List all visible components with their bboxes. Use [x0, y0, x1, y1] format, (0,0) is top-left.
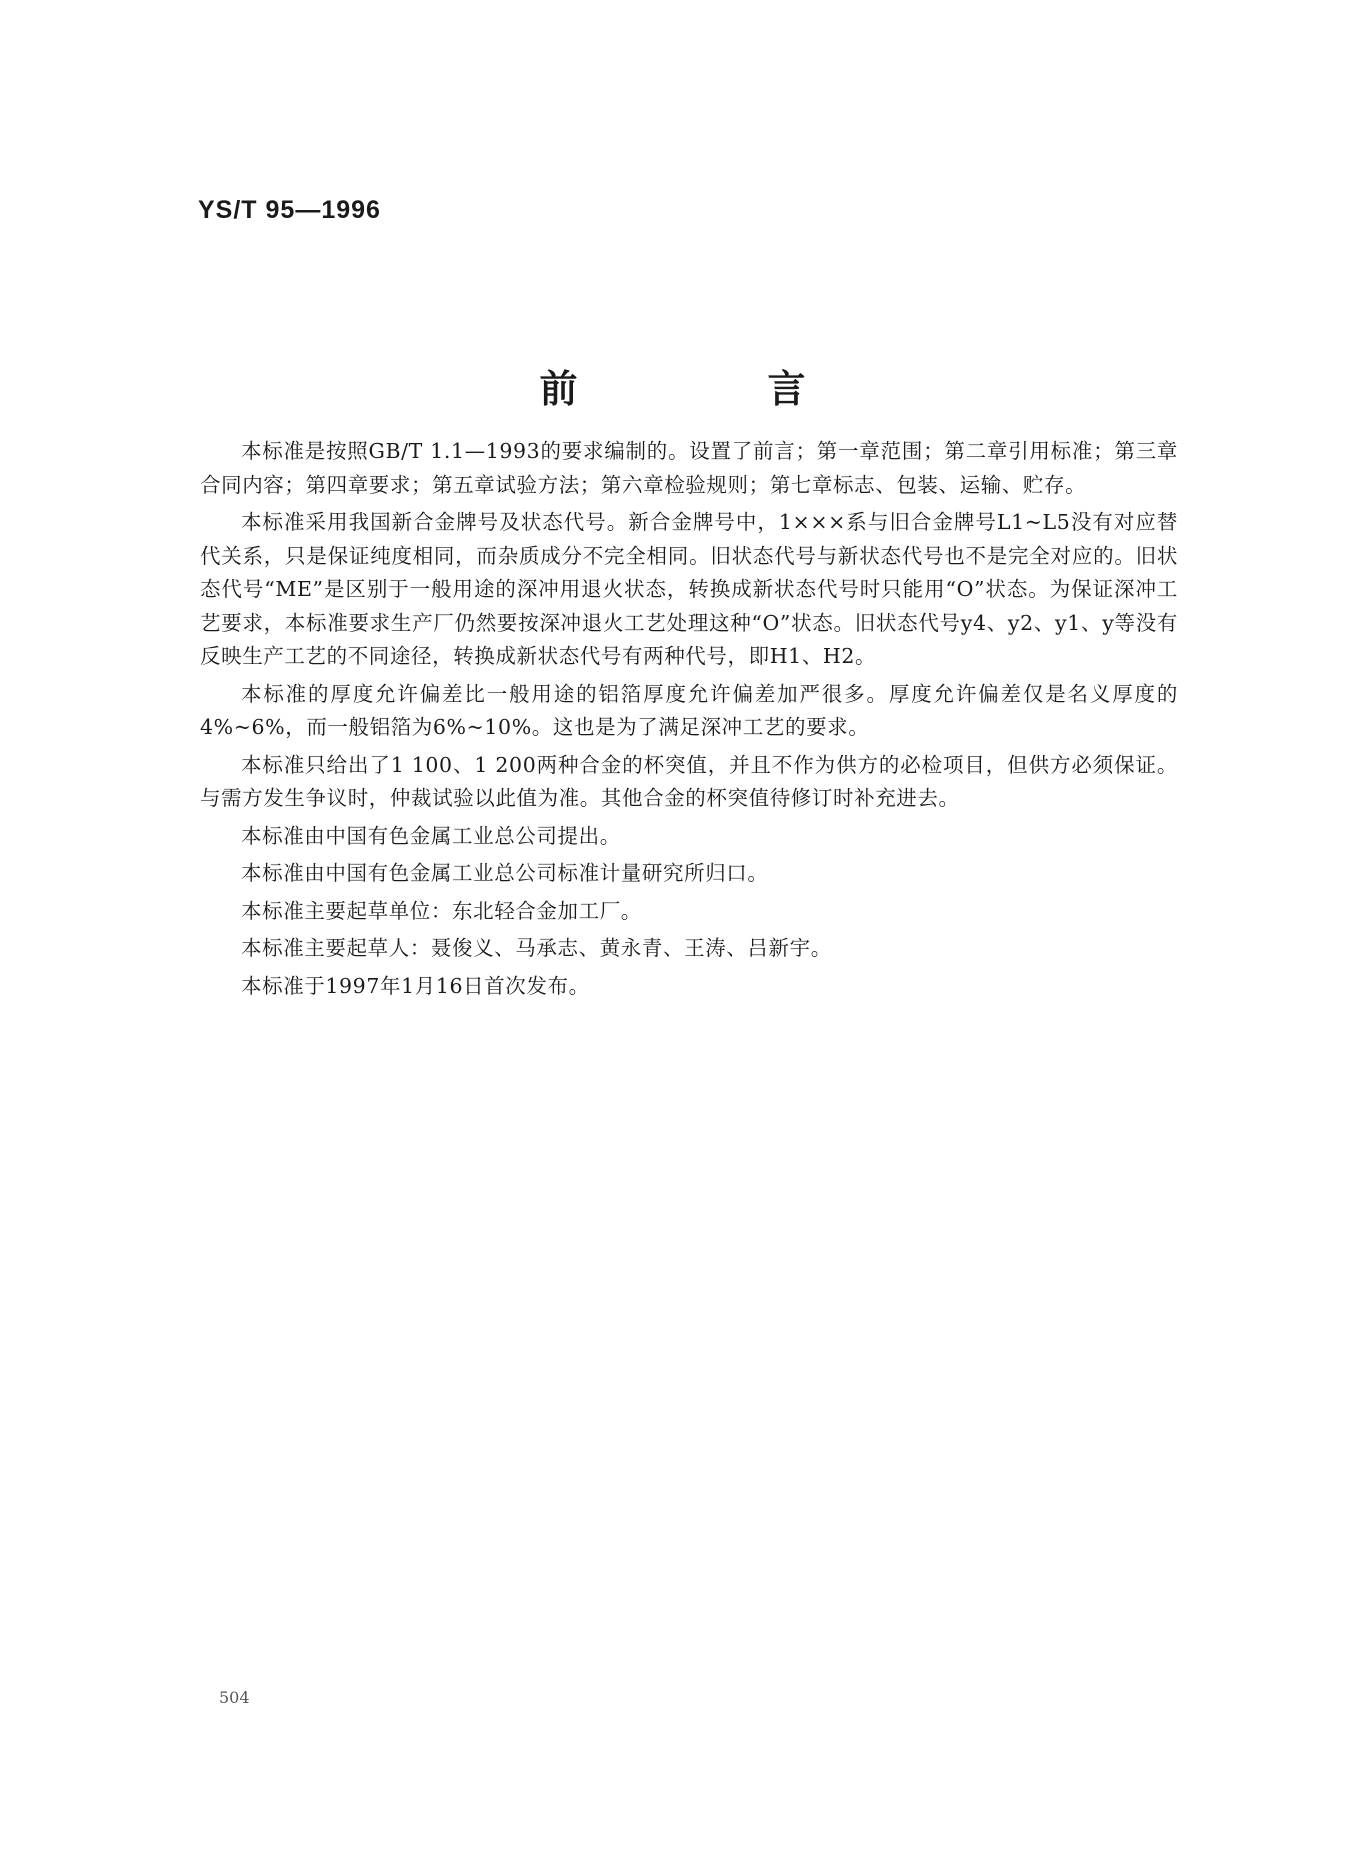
- paragraph-proposer: 本标准由中国有色金属工业总公司提出。: [241, 823, 621, 848]
- paragraph-release-date: 本标准于1997年1月16日首次发布。: [241, 973, 590, 998]
- paragraph-cupping: 本标准只给出了1 100、1 200两种合金的杯突值，并且不作为供方的必检项目，但供方必须保证。与需方发生争议时，仲裁试验以此值为准。其他合金的杯突值待修订时补充进去。: [200, 752, 1178, 810]
- standard-code: YS/T 95—1996: [198, 196, 381, 224]
- paragraph-drafters: 本标准主要起草人：聂俊义、马承志、黄永青、王涛、吕新宇。: [241, 936, 832, 960]
- foreword-body: [200, 435, 1178, 1007]
- paragraph-scope: 本标准是按照GB/T 1.1—1993的要求编制的。设置了前言；第一章范围；第二章引用标准；第三章合同内容；第四章要求；第五章试验方法；第六章检验规则；第七章标志、包装、运输、贮存。: [200, 439, 1178, 497]
- paragraph-thickness: 本标准的厚度允许偏差比一般用途的铝箔厚度允许偏差加严很多。厚度允许偏差仅是名义厚度的4%~6%，而一般铝箔为6%~10%。这也是为了满足深冲工艺的要求。: [200, 681, 1178, 739]
- page-number: 504: [219, 1688, 250, 1707]
- paragraph-alloy-codes: 本标准采用我国新合金牌号及状态代号。新合金牌号中，1×××系与旧合金牌号L1~L5没有对应替代关系，只是保证纯度相同，而杂质成分不完全相同。旧状态代号与新状态代号也不是完全对应的。旧状态代号“ME”是区别于一般用途的深冲用退火状态，转换成新状态代号时只能用“O”状态。为保证深冲工艺要求，本标准要求生产厂仍然要按深冲退火工艺处理这种“O”状态。旧状态代号y4、y2、y1、y等没有反映生产工艺的不同途径，转换成新状态代号有两种代号，即H1、H2。: [200, 510, 1178, 668]
- page-title: 前 言: [539, 366, 882, 411]
- paragraph-administrator: 本标准由中国有色金属工业总公司标准计量研究所归口。: [241, 861, 769, 885]
- paragraph-drafting-unit: 本标准主要起草单位：东北轻合金加工厂。: [241, 898, 642, 923]
